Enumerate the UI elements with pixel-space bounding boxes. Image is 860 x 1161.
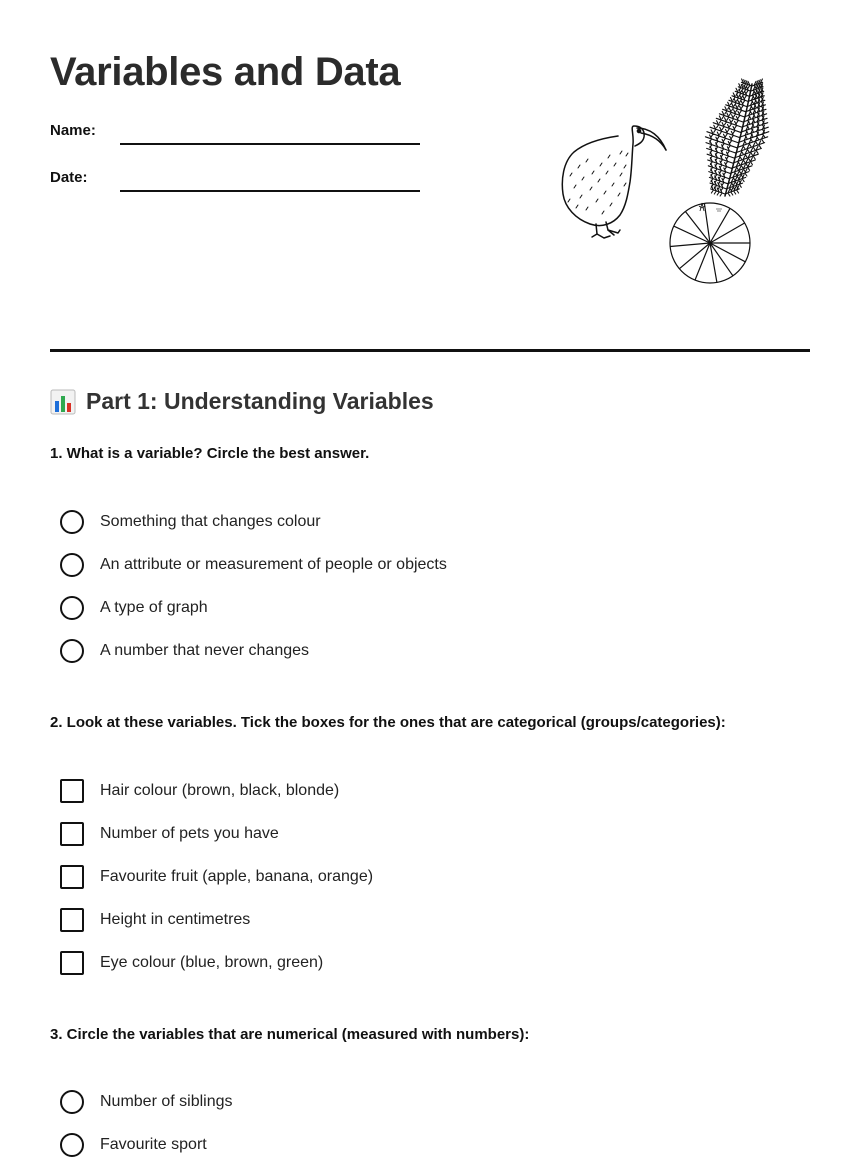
option-label: Height in centimetres: [100, 911, 251, 928]
q2-option-2[interactable]: [60, 821, 279, 847]
q1-option-3[interactable]: [60, 595, 208, 621]
radio-circle[interactable]: [60, 1133, 84, 1157]
part1-heading: [50, 388, 434, 415]
q2-option-1[interactable]: [60, 778, 339, 804]
checkbox[interactable]: [60, 865, 84, 889]
pie-chart-icon: [670, 203, 750, 283]
name-label: Name:: [50, 122, 96, 139]
checkbox[interactable]: [60, 779, 84, 803]
checkbox[interactable]: [60, 908, 84, 932]
option-label: A number that never changes: [100, 642, 310, 659]
name-underline: [120, 143, 420, 145]
option-label: Number of pets you have: [100, 825, 279, 842]
radio-circle[interactable]: [60, 553, 84, 577]
q2-option-4[interactable]: [60, 907, 250, 933]
pie-slice-edge: [710, 243, 745, 262]
section-divider: [50, 349, 810, 352]
radio-circle[interactable]: [60, 596, 84, 620]
checkbox[interactable]: [60, 822, 84, 846]
fern-icon: [705, 79, 768, 196]
part1-heading-text: Part 1: Understanding Variables: [86, 388, 434, 414]
option-label: Favourite fruit (apple, banana, orange): [100, 868, 374, 885]
option-label: Hair colour (brown, black, blonde): [100, 782, 340, 799]
q2-option-3[interactable]: [60, 864, 373, 890]
checkbox[interactable]: [60, 951, 84, 975]
option-label: An attribute or measurement of people or objects: [100, 556, 447, 573]
illustration: [540, 78, 790, 293]
q2-option-5[interactable]: [60, 950, 323, 976]
worksheet-title: Variables and Data: [50, 50, 401, 94]
bar-chart-icon: [50, 389, 76, 415]
pie-slice-edge: [670, 243, 710, 247]
option-label: Eye colour (blue, brown, green): [100, 954, 324, 971]
fern-pinna: [708, 163, 730, 175]
q3-option-2[interactable]: [60, 1132, 207, 1158]
name-input[interactable]: [122, 122, 418, 142]
radio-circle[interactable]: [60, 510, 84, 534]
option-label: A type of graph: [100, 599, 208, 616]
q1-option-2[interactable]: [60, 552, 447, 578]
date-input[interactable]: [122, 169, 418, 189]
radio-circle[interactable]: [60, 639, 84, 663]
radio-circle[interactable]: [60, 1090, 84, 1114]
option-label: Number of siblings: [100, 1093, 233, 1110]
pie-slice-edge: [674, 226, 710, 243]
question-3-prompt: 3. Circle the variables that are numerical (measured with numbers):: [50, 1026, 530, 1043]
fern-pinna: [707, 152, 733, 164]
question-2-prompt: 2. Look at these variables. Tick the boxes for the ones that are categorical (groups/categories):: [50, 714, 726, 731]
question-1-prompt: 1. What is a variable? Circle the best answer.: [50, 445, 370, 462]
q1-option-4[interactable]: [60, 638, 309, 664]
date-label: Date:: [50, 169, 88, 186]
date-underline: [120, 190, 420, 192]
q3-option-1[interactable]: [60, 1089, 233, 1115]
option-label: Favourite sport: [100, 1136, 207, 1153]
option-label: Something that changes colour: [100, 513, 321, 530]
fern-pinna: [708, 158, 732, 170]
q1-option-1[interactable]: [60, 509, 321, 535]
kiwi-bird-icon: [562, 126, 666, 238]
